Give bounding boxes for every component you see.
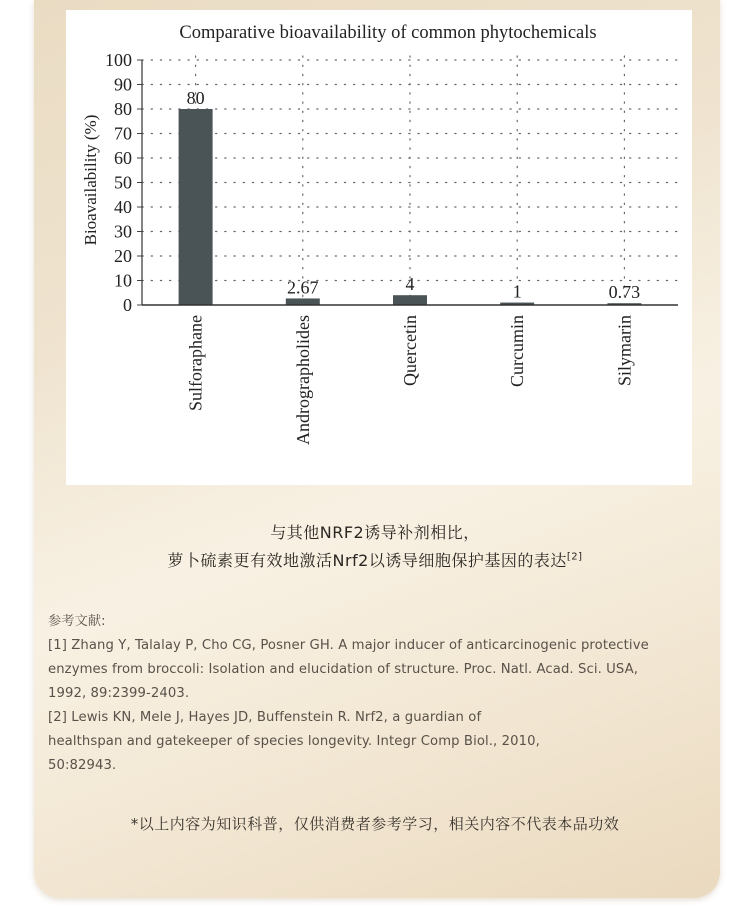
- chart-canvas: [66, 10, 692, 485]
- x-tick-label: Curcumin: [507, 315, 528, 387]
- data-label: 2.67: [287, 277, 319, 298]
- y-tick-label: 90: [114, 74, 132, 95]
- data-label: 4: [405, 274, 415, 295]
- y-tick-label: 80: [114, 99, 132, 119]
- y-tick-label: 0: [123, 295, 132, 315]
- reference-line: healthspan and gatekeeper of species longevity. Integr Comp Biol., 2010,: [48, 734, 540, 749]
- x-tick-label: Sulforaphane: [185, 315, 206, 411]
- reference-line: 50:82943.: [48, 758, 117, 773]
- reference-line: [2] Lewis KN, Mele J, Hayes JD, Buffenstein R. Nrf2, a guardian of: [48, 710, 482, 725]
- chart-title: Comparative bioavailability of common phytochemicals: [179, 23, 597, 43]
- reference-line: enzymes from broccoli: Isolation and elucidation of structure. Proc. Natl. Acad. Sci. USA,: [48, 662, 639, 677]
- references: [48, 610, 720, 778]
- caption-text-2: 萝卜硫素更有效地激活Nrf2以诱导细胞保护基因的表达: [167, 551, 567, 570]
- caption-text-1: 与其他NRF2诱导补剂相比，: [270, 523, 480, 542]
- data-label: 1: [512, 281, 522, 302]
- data-label: 80: [186, 88, 205, 108]
- references-heading: 参考文献:: [48, 614, 106, 629]
- data-label: 0.73: [608, 282, 641, 303]
- y-tick-label: 30: [114, 221, 132, 242]
- y-tick-label: 60: [114, 148, 132, 168]
- y-tick-label: 10: [114, 270, 132, 291]
- x-tick-label: Andrographolides: [292, 315, 313, 445]
- x-tick-label: Silymarin: [614, 315, 635, 386]
- caption-citation: [2]: [566, 551, 583, 563]
- bar-chart: [66, 10, 692, 485]
- reference-line: 1992, 89:2399-2403.: [48, 686, 190, 701]
- bar-quercetin: [393, 295, 427, 305]
- disclaimer: *以上内容为知识科普，仅供消费者参考学习，相关内容不代表本品功效: [130, 815, 620, 833]
- bar-andrographolides: [286, 298, 320, 305]
- y-tick-label: 50: [114, 172, 132, 193]
- caption-line-1: [0, 520, 750, 543]
- y-axis-label: Bioavailability (%): [81, 114, 100, 246]
- y-tick-label: 100: [105, 50, 132, 70]
- caption-line-2: [0, 548, 750, 571]
- y-tick-label: 40: [114, 197, 132, 217]
- x-tick-label: Quercetin: [400, 315, 420, 386]
- bar-sulforaphane: [179, 109, 213, 305]
- reference-line: [1] Zhang Y, Talalay P, Cho CG, Posner GH. A major inducer of anticarcinogenic protective: [48, 638, 649, 653]
- grid-lines: [142, 56, 678, 305]
- y-tick-label: 20: [114, 246, 132, 266]
- y-tick-label: 70: [114, 123, 132, 144]
